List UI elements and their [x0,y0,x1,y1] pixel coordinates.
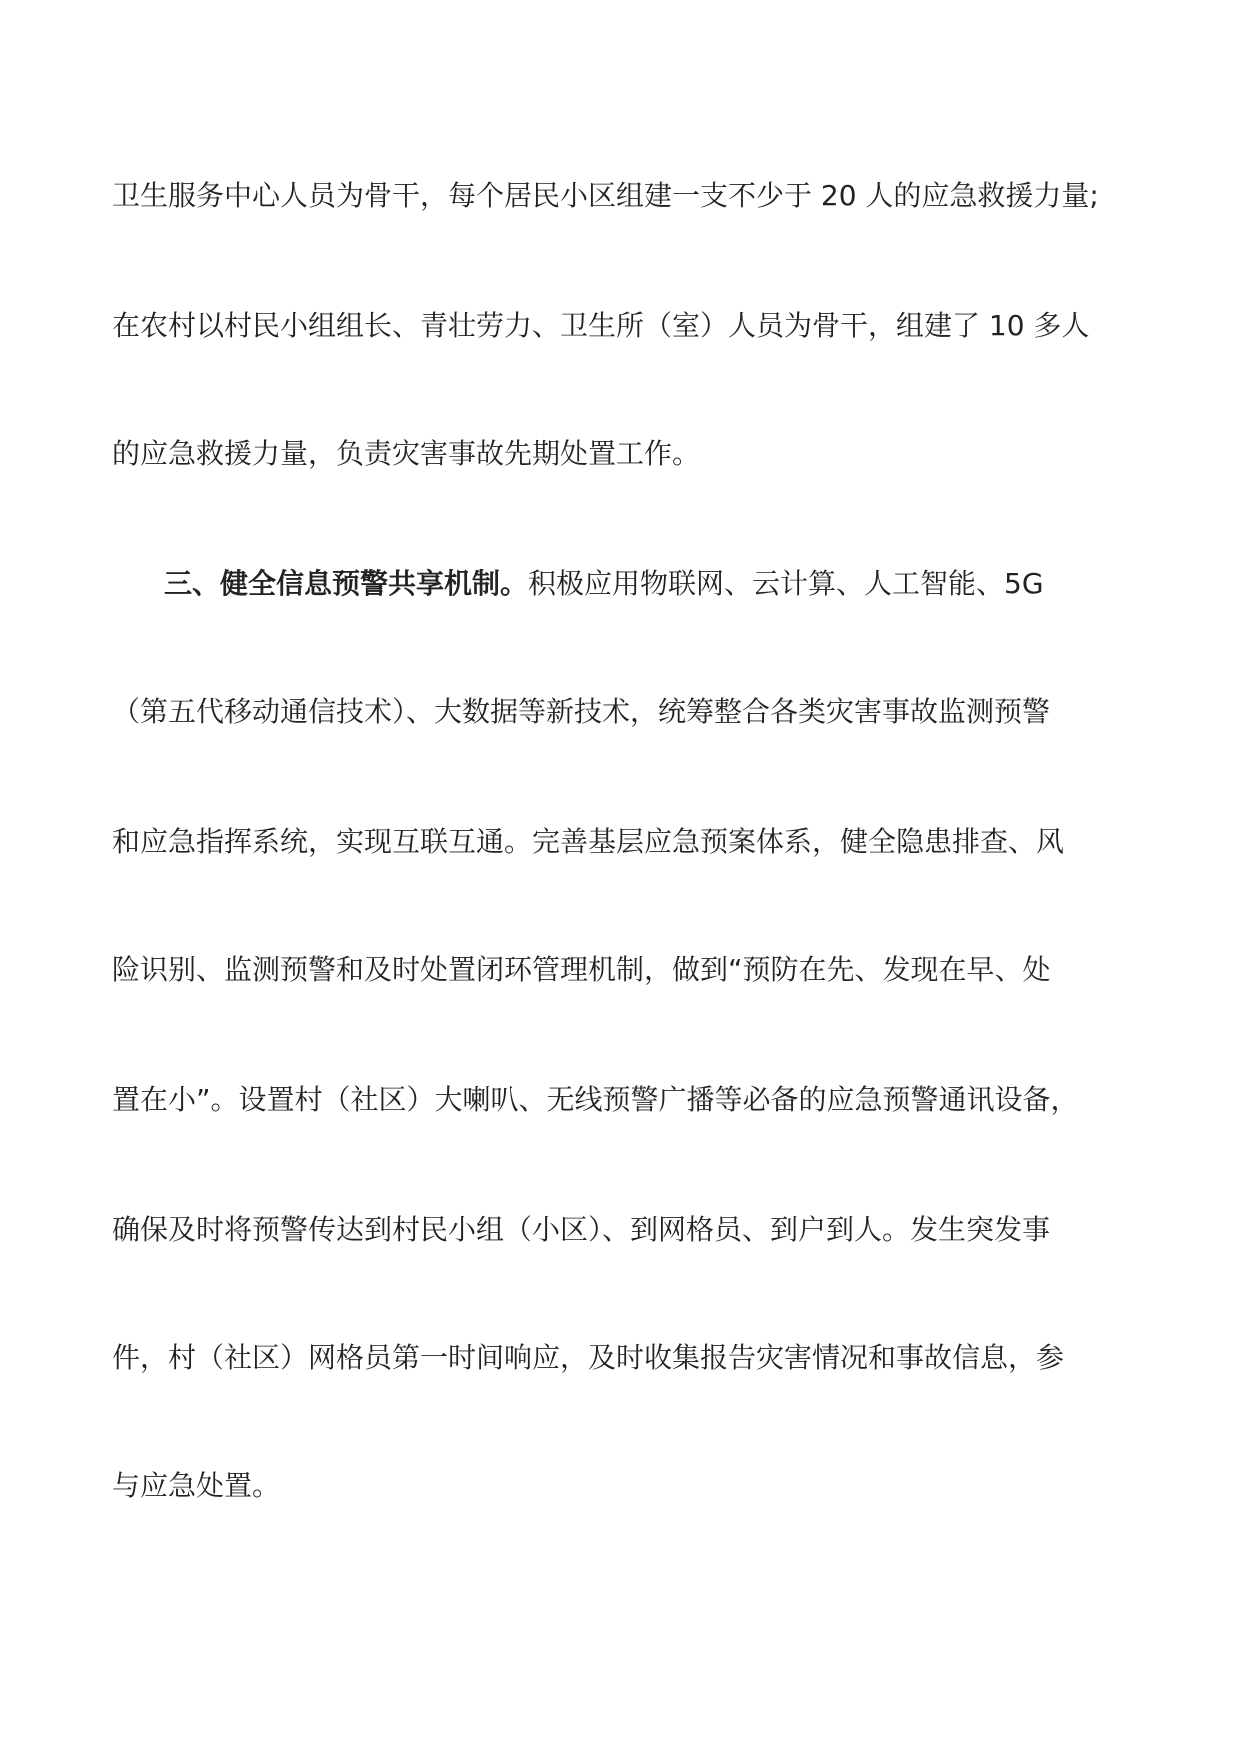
paragraph-2-line-7: 件，村（社区）网格员第一时间响应，及时收集报告灾害情况和事故信息，参 [112,1341,1065,1374]
paragraph-2-line-6: 确保及时将预警传达到村民小组（小区）、到网格员、到户到人。发生突发事 [112,1213,1051,1246]
paragraph-1-line-2: 在农村以村民小组组长、青壮劳力、卫生所（室）人员为骨干，组建了 10 多人 [112,309,1090,342]
paragraph-2-line-8: 与应急处置。 [112,1469,281,1502]
paragraph-2-line-2: （第五代移动通信技术）、大数据等新技术，统筹整合各类灾害事故监测预警 [112,695,1051,728]
paragraph-2-line-1-text: 积极应用物联网、云计算、人工智能、5G [528,567,1044,600]
paragraph-2-line-1 [164,564,1044,604]
paragraph-2-line-3: 和应急指挥系统，实现互联互通。完善基层应急预案体系，健全隐患排查、风 [112,825,1065,858]
paragraph-1-line-3: 的应急救援力量，负责灾害事故先期处置工作。 [112,437,701,470]
paragraph-1-line-1: 卫生服务中心人员为骨干，每个居民小区组建一支不少于 20 人的应急救援力量; [112,179,1099,212]
section-heading: 三、健全信息预警共享机制。 [164,567,529,600]
paragraph-2-line-5: 置在小”。设置村（社区）大喇叭、无线预警广播等必备的应急预警通讯设备， [112,1083,1079,1116]
paragraph-2-line-4: 险识别、监测预警和及时处置闭环管理机制，做到“预防在先、发现在早、处 [112,953,1051,986]
